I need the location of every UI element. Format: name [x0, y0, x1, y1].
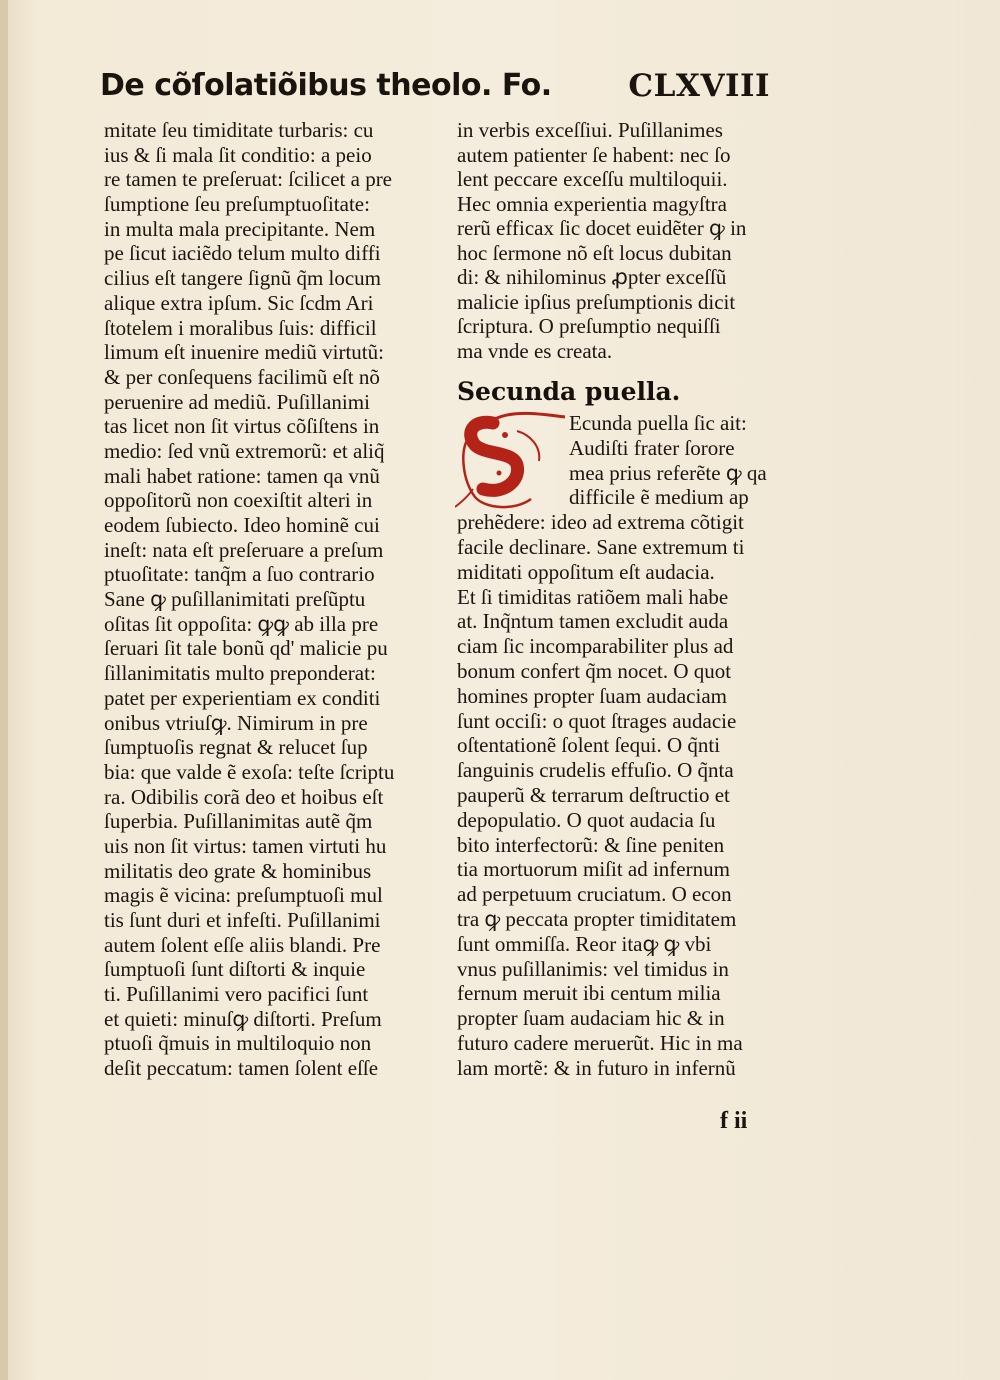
page-edge-shadow	[0, 0, 8, 1380]
text-line: onibus vtriuſꝙ. Nimirum in pre	[104, 710, 368, 735]
text-line: pauperũ & terrarum deſtructio et	[457, 782, 730, 807]
text-line: ciam ſic incomparabiliter plus ad	[457, 634, 734, 659]
text-line: ſtotelem i moralibus ſuis: difficil	[104, 315, 377, 340]
section-heading: Secunda puella.	[457, 377, 681, 406]
text-line: ſuperbia. Puſillanimitas autẽ q̃m	[104, 809, 373, 834]
text-line: bonum confert q̃m nocet. O quot	[457, 658, 732, 683]
text-line: prehẽdere: ideo ad extrema cõtigit	[457, 510, 744, 535]
text-line: futuro cadere meruerũt. Hic in ma	[457, 1030, 743, 1055]
text-line: in multa mala precipitante. Nem	[104, 216, 376, 241]
text-line: oſitas ſit oppoſita: ꝙꝙ ab illa pre	[104, 611, 379, 636]
text-line: cilius eſt tangere ſignũ q̃m locum	[104, 266, 382, 291]
text-line: & per conſequens facilimũ eſt nõ	[104, 364, 380, 389]
text-line: eodem ſubiecto. Ideo hominẽ cui	[104, 513, 380, 537]
text-line: ſcriptura. O preſumptio nequiſſi	[457, 314, 721, 338]
left-text-column	[104, 118, 444, 1081]
right-text-column	[457, 118, 792, 1081]
page-header	[100, 68, 770, 112]
text-line: Sane ꝙ puſillanimitati preſũptu	[104, 587, 366, 612]
text-line: tas licet non ſit virtus cõſiſtens in	[104, 414, 380, 439]
text-line: fernum meruit ibi centum milia	[457, 981, 721, 1006]
text-line: difficile ẽ medium ap	[569, 485, 749, 510]
right-column-upper-text	[457, 118, 792, 363]
signature-mark: f ii	[720, 1108, 748, 1134]
text-line: tia mortuorum miſit ad infernum	[457, 857, 730, 882]
text-line: oſtentationẽ ſolent ſequi. O q̃nti	[457, 733, 721, 758]
text-line: magis ẽ vicina: preſumptuoſi mul	[104, 883, 383, 908]
text-line: mitate ſeu timiditate turbaris: cu	[104, 118, 374, 142]
text-line: rerũ efficax ſic docet euidẽter ꝙ in	[457, 216, 747, 240]
text-line: et quieti: minuſꝙ diſtorti. Preſum	[104, 1006, 382, 1031]
text-line: ti. Puſillanimi vero pacifici ſunt	[104, 982, 369, 1007]
text-line: mali habet ratione: tamen qa vnũ	[104, 463, 380, 488]
text-line: ſanguinis crudelis effuſio. O q̃nta	[457, 758, 734, 783]
running-title: De cõſolatiõibus theolo. Fo.	[100, 68, 552, 103]
text-line: bia: que valde ẽ exoſa: teſte ſcriptu	[104, 759, 395, 784]
text-line: depopulatio. O quot audacia ſu	[457, 807, 716, 832]
text-line: bito interfectorũ: & ſine peniten	[457, 832, 725, 857]
text-line: ius & ſi mala ſit conditio: a peio	[104, 142, 372, 167]
text-line: lam mortẽ: & in futuro in infernũ	[457, 1055, 736, 1080]
text-line: tra ꝙ peccata propter timiditatem	[457, 906, 737, 931]
text-line: ſunt occiſi: o quot ſtrages audacie	[457, 708, 737, 733]
text-line: autem patienter ſe habent: nec ſo	[457, 142, 731, 167]
text-line: patet per experientiam ex conditi	[104, 685, 381, 710]
text-line: di: & nihilominus ꝓpter exceſſũ	[457, 265, 727, 289]
text-line: Ecunda puella ſic ait:	[569, 411, 747, 435]
text-line: autem ſolent eſſe aliis blandi. Pre	[104, 932, 381, 957]
text-line: propter ſuam audaciam hic & in	[457, 1006, 725, 1031]
text-line: deſit peccatum: tamen ſolent eſſe	[104, 1056, 379, 1081]
text-line: medio: ſed vnũ extremorũ: et aliq̃	[104, 438, 385, 463]
text-line: limum eſt inuenire mediũ virtutũ:	[104, 340, 384, 365]
text-line: mea prius referẽte ꝙ qa	[569, 460, 767, 485]
text-line: re tamen te preſeruat: ſcilicet a pre	[104, 167, 393, 192]
folio-number: CLXVIII	[628, 68, 770, 104]
text-line: ſunt ommiſſa. Reor itaꝙ ꝙ vbi	[457, 931, 712, 956]
text-line: ptuoſitate: tanq̃m a ſuo contrario	[104, 562, 375, 587]
text-line: ſillanimitatis multo preponderat:	[104, 661, 376, 686]
text-line: peruenire ad mediũ. Puſillanimi	[104, 389, 370, 414]
text-line: in verbis exceſſiui. Puſillanimes	[457, 118, 723, 142]
text-line: ma vnde es creata.	[457, 338, 613, 363]
text-line: ſumptuoſis regnat & relucet ſup	[104, 735, 368, 760]
text-line: Hec omnia experientia magyſtra	[457, 191, 727, 216]
text-line: militatis deo grate & hominibus	[104, 858, 372, 883]
text-line: malicie ipſius preſumptionis dicit	[457, 289, 736, 314]
text-line: ineſt: nata eſt preſeruare a preſum	[104, 537, 384, 562]
text-line: pe ſicut iaciẽdo telum multo diffi	[104, 241, 381, 266]
text-line: ra. Odibilis corã deo et hoibus eſt	[104, 784, 384, 809]
text-line: at. Inq̃ntum tamen excludit auda	[457, 609, 729, 634]
text-line: ſumptione ſeu preſumptuoſitate:	[104, 192, 370, 217]
text-line: ſeruari ſit tale bonũ qd' malicie pu	[104, 636, 388, 661]
text-line: oppoſitorũ non coexiſtit alteri in	[104, 488, 373, 513]
text-line: homines propter ſuam audaciam	[457, 683, 727, 708]
text-line: uis non ſit virtus: tamen virtuti hu	[104, 833, 387, 858]
text-line: facile declinare. Sane extremum ti	[457, 534, 745, 559]
text-line: ptuoſi q̃muis in multiloquio non	[104, 1031, 372, 1056]
text-line: alique extra ipſum. Sic ſcdm Ari	[104, 290, 374, 315]
right-column-lower-text	[457, 411, 792, 1081]
decorated-initial-s-icon	[455, 411, 567, 515]
text-line: tis ſunt duri et infeſti. Puſillanimi	[104, 908, 381, 932]
text-line: Et ſi timiditas ratiõem mali habe	[457, 584, 729, 609]
text-line: ſumptuoſi ſunt diſtorti & inquie	[104, 957, 366, 982]
text-line: lent peccare exceſſu multiloquii.	[457, 167, 728, 191]
text-line: Audiſti frater ſorore	[569, 435, 735, 460]
text-line: miditati oppoſitum eſt audacia.	[457, 559, 715, 584]
text-line: ad perpetuum cruciatum. O econ	[457, 882, 732, 907]
text-line: vnus puſillanimis: vel timidus in	[457, 956, 729, 981]
text-line: hoc ſermone nõ eſt locus dubitan	[457, 240, 732, 265]
